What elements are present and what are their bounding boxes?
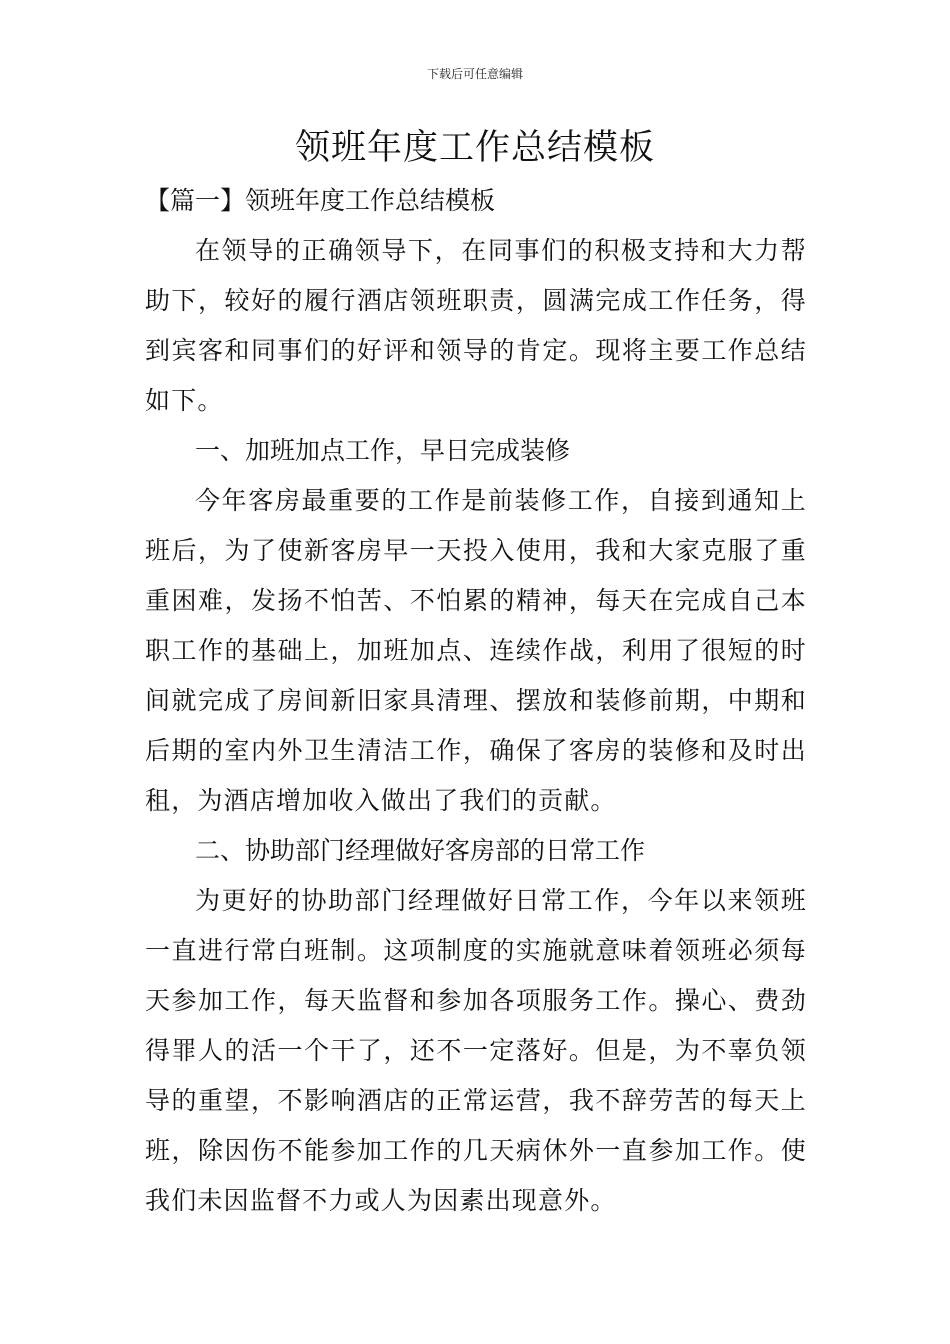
document-body [145,176,807,1226]
section-heading-1: 一、加班加点工作，早日完成装修 [195,436,571,465]
paragraph-intro: 在领导的正确领导下，在同事们的积极支持和大力帮助下，较好的履行酒店领班职责，圆满完成工作任务，得到宾客和同事们的好评和领导的肯定。现将主要工作总结如下。 [145,236,807,415]
section-heading-2: 二、协助部门经理做好客房部的日常工作 [195,836,646,865]
paragraph-body-1: 今年客房最重要的工作是前装修工作，自接到通知上班后，为了使新客房早一天投入使用，我和大家克服了重重困难，发扬不怕苦、不怕累的精神，每天在完成自己本职工作的基础上，加班加点、连续作战，利用了很短的时间就完成了房间新旧家具清理、摆放和装修前期，中期和后期的室内外卫生清洁工作，确保了客房的装修和及时出租，为酒店增加收入做出了我们的贡献。 [145,486,807,815]
paragraph-body-2: 为更好的协助部门经理做好日常工作，今年以来领班一直进行常白班制。这项制度的实施就意味着领班必须每天参加工作，每天监督和参加各项服务工作。操心、费劲得罪人的活一个干了，还不一定落好。但是，为不辜负领导的重望，不影响酒店的正常运营，我不辞劳苦的每天上班，除因伤不能参加工作的几天病休外一直参加工作。使我们未因监督不力或人为因素出现意外。 [145,886,807,1215]
section-label: 【篇一】领班年度工作总结模板 [145,186,496,215]
header-note: 下载后可任意编辑 [426,67,523,81]
document-title: 领班年度工作总结模板 [294,128,655,168]
